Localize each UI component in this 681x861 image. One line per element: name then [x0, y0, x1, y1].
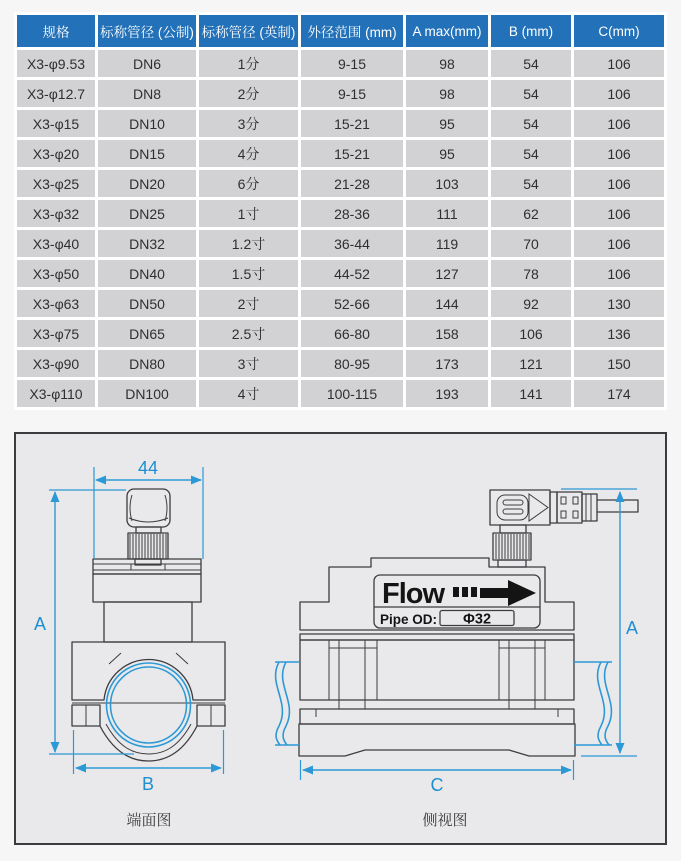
table-cell: 80-95 — [301, 350, 403, 377]
end-view-caption: 端面图 — [126, 812, 172, 829]
table-cell: 106 — [491, 320, 571, 347]
table-cell: 92 — [491, 290, 571, 317]
knurled-nut-end — [128, 533, 168, 565]
sensor-body-end — [93, 559, 201, 642]
column-header: B (mm) — [491, 15, 571, 47]
table-cell: 6分 — [199, 170, 298, 197]
table-cell: DN80 — [98, 350, 196, 377]
table-cell: X3-φ20 — [17, 140, 95, 167]
table-cell: 106 — [574, 260, 664, 287]
table-cell: 54 — [491, 170, 571, 197]
table-cell: 174 — [574, 380, 664, 407]
table-cell: 1.2寸 — [199, 230, 298, 257]
table-cell: 15-21 — [301, 140, 403, 167]
dim-44-label: 44 — [137, 458, 159, 478]
pipe-od-value: Φ32 — [462, 611, 492, 628]
table-row — [17, 230, 664, 257]
table-cell: 54 — [491, 50, 571, 77]
upper-clamp — [72, 642, 225, 703]
table-cell: X3-φ12.7 — [17, 80, 95, 107]
table-cell: 106 — [574, 110, 664, 137]
table-row — [17, 260, 664, 287]
table-cell: 52-66 — [301, 290, 403, 317]
table-cell: 106 — [574, 200, 664, 227]
table-cell: 15-21 — [301, 110, 403, 137]
pipe-circle — [107, 663, 191, 747]
table-cell: X3-φ75 — [17, 320, 95, 347]
table-cell: 121 — [491, 350, 571, 377]
table-row — [17, 350, 664, 377]
end-view — [34, 458, 225, 829]
dim-b-label: B — [141, 774, 155, 794]
clamp-side — [299, 634, 575, 756]
column-header: 标称管径 (英制) — [199, 15, 298, 47]
table-cell: 4分 — [199, 140, 298, 167]
table-cell: 150 — [574, 350, 664, 377]
table-cell: X3-φ15 — [17, 110, 95, 137]
pipe-side — [275, 662, 612, 745]
table-cell: 173 — [406, 350, 488, 377]
dim-a-right-label: A — [625, 618, 639, 638]
table-cell: DN15 — [98, 140, 196, 167]
spec-table-container — [14, 12, 667, 410]
pipe-od-label: Pipe OD: — [380, 612, 438, 627]
table-cell: X3-φ110 — [17, 380, 95, 407]
table-cell: 119 — [406, 230, 488, 257]
table-cell: 54 — [491, 110, 571, 137]
table-cell: 144 — [406, 290, 488, 317]
table-row — [17, 200, 664, 227]
table-cell: 62 — [491, 200, 571, 227]
table-cell: 158 — [406, 320, 488, 347]
table-cell: 106 — [574, 230, 664, 257]
cable-connector — [490, 490, 638, 533]
technical-drawing-panel — [14, 432, 667, 845]
column-header: 外径范围 (mm) — [301, 15, 403, 47]
knurled-nut-side — [493, 533, 531, 567]
table-cell: X3-φ32 — [17, 200, 95, 227]
table-cell: 54 — [491, 80, 571, 107]
table-cell: DN25 — [98, 200, 196, 227]
table-cell: 95 — [406, 140, 488, 167]
column-header: C(mm) — [574, 15, 664, 47]
table-cell: 54 — [491, 140, 571, 167]
column-header: A max(mm) — [406, 15, 488, 47]
table-cell: 44-52 — [301, 260, 403, 287]
table-cell: 106 — [574, 170, 664, 197]
table-cell: 1寸 — [199, 200, 298, 227]
table-cell: 2.5寸 — [199, 320, 298, 347]
table-cell: 78 — [491, 260, 571, 287]
table-cell: 100-115 — [301, 380, 403, 407]
table-cell: 1分 — [199, 50, 298, 77]
adjustment-knob — [127, 489, 170, 533]
table-cell: 2寸 — [199, 290, 298, 317]
table-cell: 136 — [574, 320, 664, 347]
table-cell: 3寸 — [199, 350, 298, 377]
table-row — [17, 170, 664, 197]
table-cell: X3-φ50 — [17, 260, 95, 287]
table-header-row — [17, 15, 664, 47]
table-cell: DN32 — [98, 230, 196, 257]
dimension-c — [301, 760, 574, 795]
table-cell: 106 — [574, 50, 664, 77]
table-cell: X3-φ90 — [17, 350, 95, 377]
table-cell: DN10 — [98, 110, 196, 137]
table-cell: X3-φ40 — [17, 230, 95, 257]
dim-c-label: C — [430, 775, 444, 795]
table-cell: 106 — [574, 80, 664, 107]
side-view — [275, 489, 638, 829]
table-cell: DN50 — [98, 290, 196, 317]
table-cell: 1.5寸 — [199, 260, 298, 287]
dimension-a-left — [34, 490, 134, 754]
table-cell: 98 — [406, 50, 488, 77]
table-cell: 9-15 — [301, 80, 403, 107]
table-row — [17, 80, 664, 107]
table-row — [17, 140, 664, 167]
dimension-b — [74, 730, 224, 794]
table-cell: DN6 — [98, 50, 196, 77]
table-cell: 106 — [574, 140, 664, 167]
table-cell: 36-44 — [301, 230, 403, 257]
table-cell: 111 — [406, 200, 488, 227]
flow-arrow-icon — [480, 580, 536, 606]
table-cell: X3-φ63 — [17, 290, 95, 317]
table-cell: 21-28 — [301, 170, 403, 197]
side-view-caption: 侧视图 — [422, 812, 468, 829]
table-cell: DN8 — [98, 80, 196, 107]
table-row — [17, 110, 664, 137]
table-row — [17, 50, 664, 77]
table-cell: 66-80 — [301, 320, 403, 347]
table-row — [17, 290, 664, 317]
table-cell: 3分 — [199, 110, 298, 137]
table-cell: 141 — [491, 380, 571, 407]
lower-clamp — [72, 705, 225, 761]
table-cell: 103 — [406, 170, 488, 197]
spec-table-body — [17, 50, 664, 407]
flow-label — [374, 575, 540, 628]
dim-a-left-label: A — [33, 614, 47, 634]
dimension-a-right — [561, 489, 638, 756]
table-cell: 95 — [406, 110, 488, 137]
table-cell: 98 — [406, 80, 488, 107]
table-row — [17, 380, 664, 407]
column-header: 规格 — [17, 15, 95, 47]
table-cell: 193 — [406, 380, 488, 407]
table-cell: 9-15 — [301, 50, 403, 77]
flow-text: Flow — [382, 578, 445, 610]
table-cell: 2分 — [199, 80, 298, 107]
table-cell: 130 — [574, 290, 664, 317]
table-cell: DN20 — [98, 170, 196, 197]
table-cell: 4寸 — [199, 380, 298, 407]
table-cell: 70 — [491, 230, 571, 257]
column-header: 标称管径 (公制) — [98, 15, 196, 47]
table-cell: DN65 — [98, 320, 196, 347]
technical-drawing — [16, 434, 665, 843]
table-cell: X3-φ25 — [17, 170, 95, 197]
table-cell: DN100 — [98, 380, 196, 407]
table-cell: 28-36 — [301, 200, 403, 227]
table-cell: DN40 — [98, 260, 196, 287]
table-cell: 127 — [406, 260, 488, 287]
spec-table — [14, 12, 667, 410]
table-cell: X3-φ9.53 — [17, 50, 95, 77]
table-row — [17, 320, 664, 347]
